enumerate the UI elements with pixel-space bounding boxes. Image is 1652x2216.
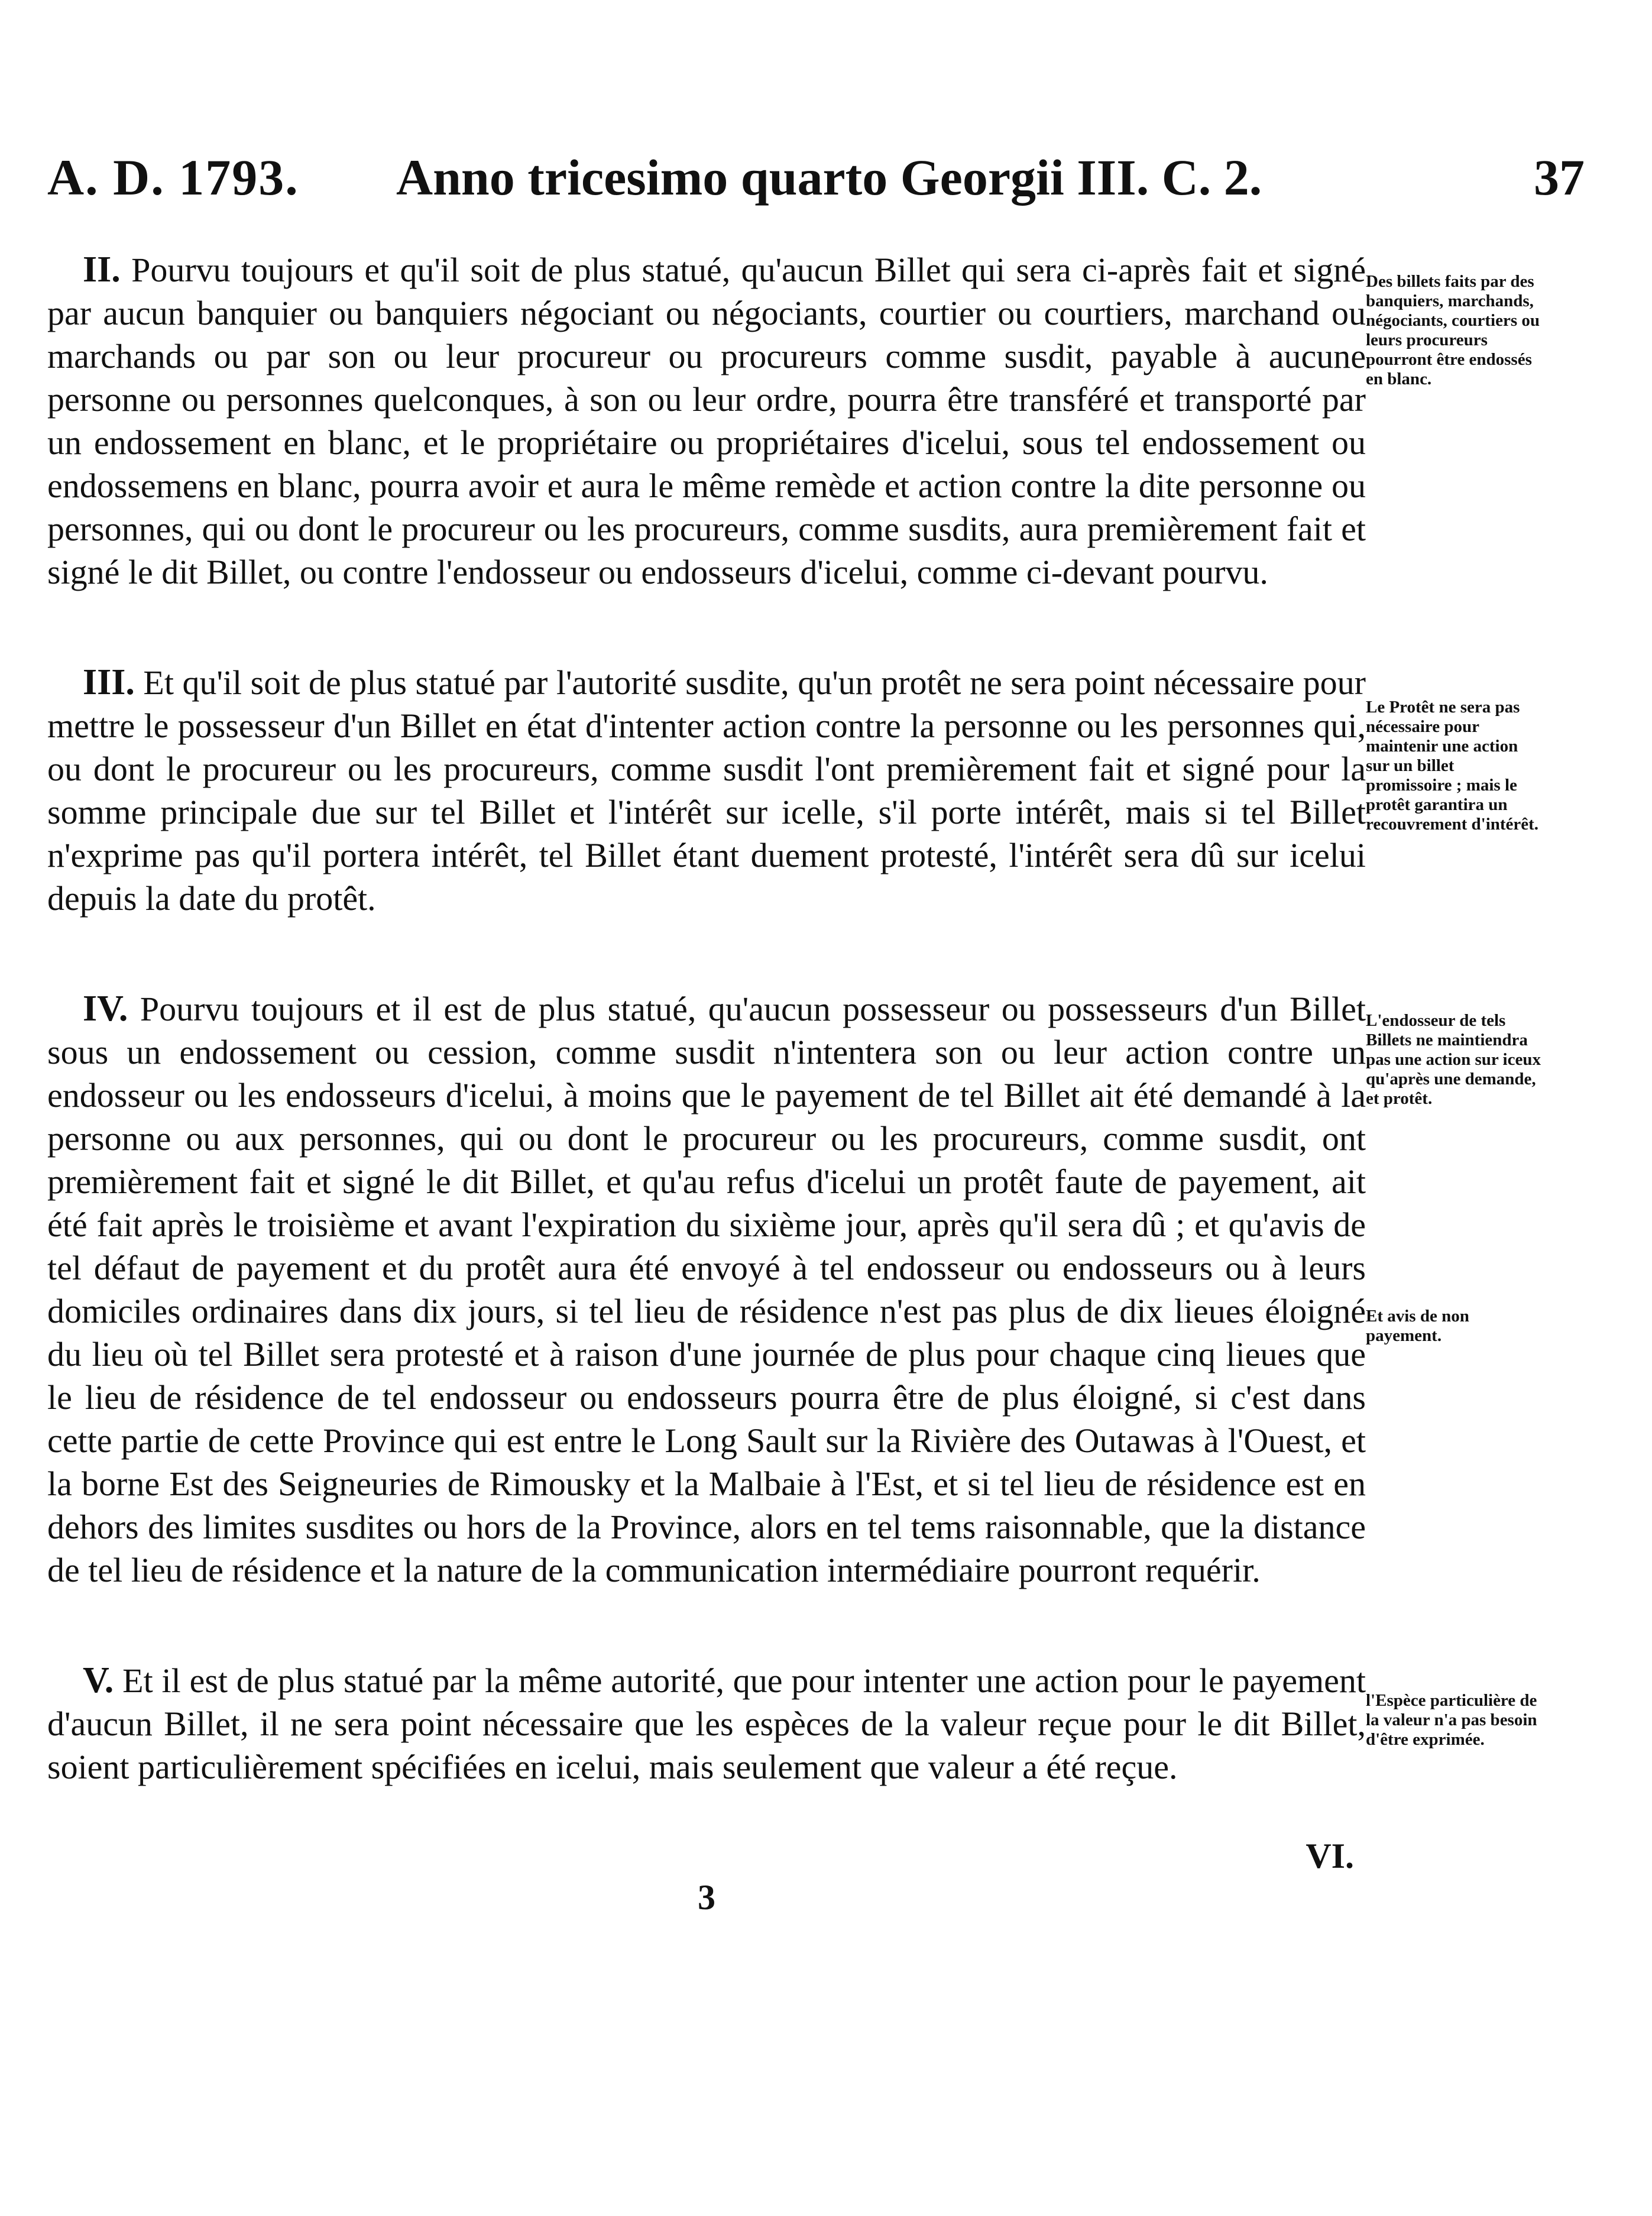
section-text: Et qu'il soit de plus statué par l'autorité susdite, qu'un protêt ne sera point nécessaire pour mettre le possesseur d'un Billet en état d'intenter action contre la personne ou les personnes qui, ou dont le procureur ou les procureurs, comme susdit l'ont premièrement fait et signé pour la somme principale due sur tel Billet et l'intérêt sur icelle, s'il porte intérêt, mais si tel Billet n'exprime pas qu'il portera intérêt, tel Billet étant duement protesté, l'intérêt sera dû sur icelui depuis la date du protêt. [47, 663, 1366, 918]
section-number: III. [83, 662, 135, 702]
margin-note-avis: Et avis de non payement. [1366, 1307, 1469, 1345]
header-year: A. D. 1793. [47, 149, 299, 206]
running-header [47, 148, 1608, 231]
section-3 [47, 661, 1366, 920]
main-text [47, 248, 1366, 1856]
section-4 [47, 987, 1366, 1592]
margin-note-espece: l'Espèce particulière de la valeur n'a pas besoin d'être exprimée. [1366, 1691, 1537, 1749]
section-2 [47, 248, 1366, 594]
section-number: V. [83, 1660, 114, 1700]
section-number: IV. [83, 989, 128, 1029]
page-number: 37 [1534, 149, 1585, 206]
header-title: Anno tricesimo quarto Georgii III. C. 2. [396, 149, 1262, 206]
section-5 [47, 1659, 1366, 1789]
section-number: II. [83, 250, 121, 290]
signature-mark: 3 [698, 1878, 715, 1917]
margin-note-protet: Le Protêt ne sera pas nécessaire pour maintenir une action sur un billet promissoire ; mais le protêt garantira un recouvrement d'intérêt. [1366, 698, 1539, 834]
page-footer [47, 1836, 1366, 1960]
margin-note-endosseur: L'endosseur de tels Billets ne maintiendra pas une action sur iceux qu'après une demande, et protêt. [1366, 1011, 1541, 1108]
section-text: Pourvu toujours et qu'il soit de plus statué, qu'aucun Billet qui sera ci-après fait et signé par aucun banquier ou banquiers négociant ou négociants, courtier ou courtiers, marchand ou marchands ou par son ou leur procureur ou procureurs comme susdit, payable à aucune personne ou personnes quelconques, à son ou leur ordre, pourra être transféré et transporté par un endossement en blanc, et le propriétaire ou propriétaires d'icelui, sous tel endossement ou endossemens en blanc, pourra avoir et aura le même remède et action contre la dite personne ou personnes, qui ou dont le procureur ou les procureurs, comme susdits, aura premièrement fait et signé le dit Billet, ou contre l'endosseur ou endosseurs d'icelui, comme ci-devant pourvu. [47, 251, 1366, 591]
section-text: Et il est de plus statué par la même autorité, que pour intenter une action pour le payement d'aucun Billet, il ne sera point nécessaire que les espèces de la valeur reçue pour le dit Billet, soient particulièrement spécifiées en icelui, mais seulement que valeur a été reçue. [47, 1661, 1366, 1786]
section-text: Pourvu toujours et il est de plus statué, qu'aucun possesseur ou possesseurs d'un Billet sous un endossement ou cession, comme susdit n'intentera son ou leur action contre un endosseur ou les endosseurs d'icelui, à moins que le payement de tel Billet ait été demandé à la personne ou aux personnes, qui ou dont le procureur ou les procureurs, comme susdit, ont premièrement fait et signé le dit Billet, et qu'au refus d'icelui un protêt faute de payement, ait été fait après le troisième et avant l'expiration du sixième jour, après qu'il sera dû ; et qu'avis de tel défaut de payement et du protêt aura été envoyé à tel endosseur ou endosseurs ou à leurs domiciles ordinaires dans dix jours, si tel lieu de résidence n'est pas plus de dix lieues éloigné du lieu où tel Billet sera protesté et à raison d'une journée de plus pour chaque cinq lieues que le lieu de résidence de tel endosseur ou endosseurs pourra être de plus éloigné, si c'est dans cette partie de cette Province qui est entre le Long Sault sur la Rivière des Outawas à l'Ouest, et la borne Est des Seigneuries de Rimousky et la Malbaie à l'Est, et si tel lieu de résidence est en dehors des limites susdites ou hors de la Province, alors en tel tems raisonnable, que la distance de tel lieu de résidence et la nature de la communication intermédiaire pourront requérir. [47, 990, 1366, 1589]
margin-note-billets-endossés: Des billets faits par des banquiers, marchands, négociants, courtiers ou leurs procureurs pourront être endossés en blanc. [1366, 272, 1540, 388]
catchword: VI. [1306, 1836, 1354, 1875]
